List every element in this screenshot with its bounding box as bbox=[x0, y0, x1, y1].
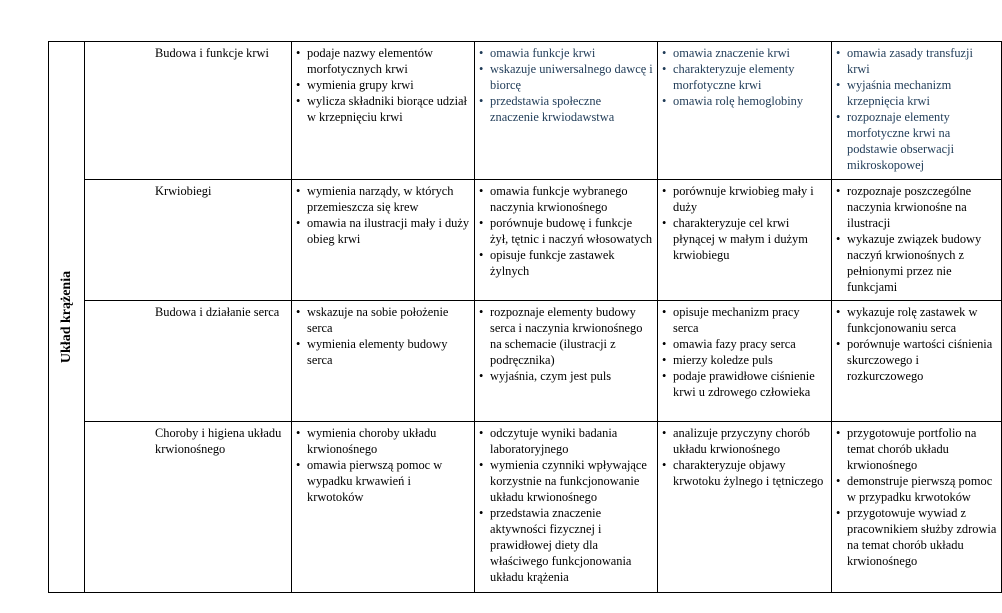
list-item: • charakteryzuje objawy krwotoku żylnego i tętniczego bbox=[662, 457, 827, 489]
topic-label: Budowa i funkcje krwi bbox=[155, 46, 269, 60]
requirements-list bbox=[836, 183, 997, 295]
table-row bbox=[49, 422, 1002, 593]
requirements-cell bbox=[832, 422, 1002, 593]
list-item: • wyjaśnia, czym jest puls bbox=[479, 368, 653, 384]
list-item: • omawia funkcje wybranego naczynia krwionośnego bbox=[479, 183, 653, 215]
requirements-cell bbox=[475, 422, 658, 593]
table-row bbox=[49, 42, 1002, 180]
list-item: • charakteryzuje elementy morfotyczne krwi bbox=[662, 61, 827, 93]
requirements-list bbox=[662, 304, 827, 400]
requirements-list bbox=[836, 45, 997, 173]
requirements-cell bbox=[475, 42, 658, 180]
requirements-list bbox=[662, 183, 827, 263]
list-item: • analizuje przyczyny chorób układu krwionośnego bbox=[662, 425, 827, 457]
list-item: • wykazuje rolę zastawek w funkcjonowaniu serca bbox=[836, 304, 997, 336]
list-item: • wymienia czynniki wpływające korzystnie na funkcjonowanie układu krwionośnego bbox=[479, 457, 653, 505]
requirements-cell bbox=[292, 42, 475, 180]
list-item: • przedstawia znaczenie aktywności fizycznej i prawidłowej diety dla właściwego funkcjonowania układu krążenia bbox=[479, 505, 653, 585]
table-row bbox=[49, 301, 1002, 422]
requirements-cell bbox=[292, 180, 475, 301]
list-item: • odczytuje wyniki badania laboratoryjnego bbox=[479, 425, 653, 457]
list-item: • wymienia choroby układu krwionośnego bbox=[296, 425, 470, 457]
requirements-list bbox=[296, 45, 470, 125]
requirements-list bbox=[296, 183, 470, 247]
curriculum-table bbox=[48, 41, 1002, 593]
requirements-list bbox=[662, 45, 827, 109]
requirements-cell bbox=[658, 42, 832, 180]
requirements-list bbox=[479, 425, 653, 585]
requirements-list bbox=[479, 183, 653, 279]
list-item: • podaje prawidłowe ciśnienie krwi u zdrowego człowieka bbox=[662, 368, 827, 400]
list-item: • charakteryzuje cel krwi płynącej w małym i dużym krwiobiegu bbox=[662, 215, 827, 263]
requirements-list bbox=[479, 304, 653, 384]
topic-cell bbox=[85, 180, 292, 301]
requirements-cell bbox=[832, 42, 1002, 180]
list-item: • wykazuje związek budowy naczyń krwionośnych z pełnionymi przez nie funkcjami bbox=[836, 231, 997, 295]
requirements-list bbox=[836, 425, 997, 569]
list-item: • wylicza składniki biorące udział w krzepnięciu krwi bbox=[296, 93, 470, 125]
list-item: • omawia funkcje krwi bbox=[479, 45, 653, 61]
topic-cell bbox=[85, 42, 292, 180]
section-cell bbox=[49, 42, 85, 593]
list-item: • omawia rolę hemoglobiny bbox=[662, 93, 827, 109]
list-item: • porównuje budowę i funkcje żył, tętnic i naczyń włosowatych bbox=[479, 215, 653, 247]
topic-label: Krwiobiegi bbox=[155, 184, 212, 198]
requirements-list bbox=[836, 304, 997, 384]
list-item: • wskazuje na sobie położenie serca bbox=[296, 304, 470, 336]
list-item: • przygotowuje portfolio na temat chorób układu krwionośnego bbox=[836, 425, 997, 473]
section-label: Układ krążenia bbox=[58, 270, 74, 364]
list-item: • omawia znaczenie krwi bbox=[662, 45, 827, 61]
requirements-cell bbox=[832, 301, 1002, 422]
requirements-cell bbox=[658, 422, 832, 593]
list-item: • demonstruje pierwszą pomoc w przypadku krwotoków bbox=[836, 473, 997, 505]
list-item: • omawia pierwszą pomoc w wypadku krwawień i krwotoków bbox=[296, 457, 470, 505]
list-item: • wskazuje uniwersalnego dawcę i biorcę bbox=[479, 61, 653, 93]
requirements-list bbox=[479, 45, 653, 125]
list-item: • rozpoznaje elementy budowy serca i naczynia krwionośnego na schemacie (ilustracji z podręcznika) bbox=[479, 304, 653, 368]
list-item: • rozpoznaje poszczególne naczynia krwionośne na ilustracji bbox=[836, 183, 997, 231]
requirements-cell bbox=[292, 301, 475, 422]
list-item: • porównuje krwiobieg mały i duży bbox=[662, 183, 827, 215]
list-item: • wymienia grupy krwi bbox=[296, 77, 470, 93]
requirements-cell bbox=[475, 301, 658, 422]
requirements-list bbox=[296, 304, 470, 368]
list-item: • opisuje funkcje zastawek żylnych bbox=[479, 247, 653, 279]
list-item: • podaje nazwy elementów morfotycznych krwi bbox=[296, 45, 470, 77]
list-item: • wyjaśnia mechanizm krzepnięcia krwi bbox=[836, 77, 997, 109]
table-row bbox=[49, 180, 1002, 301]
requirements-list bbox=[662, 425, 827, 489]
list-item: • omawia zasady transfuzji krwi bbox=[836, 45, 997, 77]
list-item: • rozpoznaje elementy morfotyczne krwi na podstawie obserwacji mikroskopowej bbox=[836, 109, 997, 173]
list-item: • wymienia narządy, w których przemieszcza się krew bbox=[296, 183, 470, 215]
list-item: • przygotowuje wywiad z pracownikiem służby zdrowia na temat chorób układu krwionośnego bbox=[836, 505, 997, 569]
list-item: • wymienia elementy budowy serca bbox=[296, 336, 470, 368]
requirements-cell bbox=[658, 180, 832, 301]
requirements-cell bbox=[832, 180, 1002, 301]
requirements-cell bbox=[658, 301, 832, 422]
list-item: • opisuje mechanizm pracy serca bbox=[662, 304, 827, 336]
list-item: • omawia fazy pracy serca bbox=[662, 336, 827, 352]
requirements-cell bbox=[292, 422, 475, 593]
requirements-list bbox=[296, 425, 470, 505]
list-item: • porównuje wartości ciśnienia skurczowego i rozkurczowego bbox=[836, 336, 997, 384]
topic-cell bbox=[85, 422, 292, 593]
topic-cell bbox=[85, 301, 292, 422]
topic-label: Budowa i działanie serca bbox=[155, 305, 280, 319]
requirements-cell bbox=[475, 180, 658, 301]
list-item: • omawia na ilustracji mały i duży obieg krwi bbox=[296, 215, 470, 247]
list-item: • mierzy koledze puls bbox=[662, 352, 827, 368]
topic-label: Choroby i higiena układu krwionośnego bbox=[155, 426, 282, 456]
list-item: • przedstawia społeczne znaczenie krwiodawstwa bbox=[479, 93, 653, 125]
